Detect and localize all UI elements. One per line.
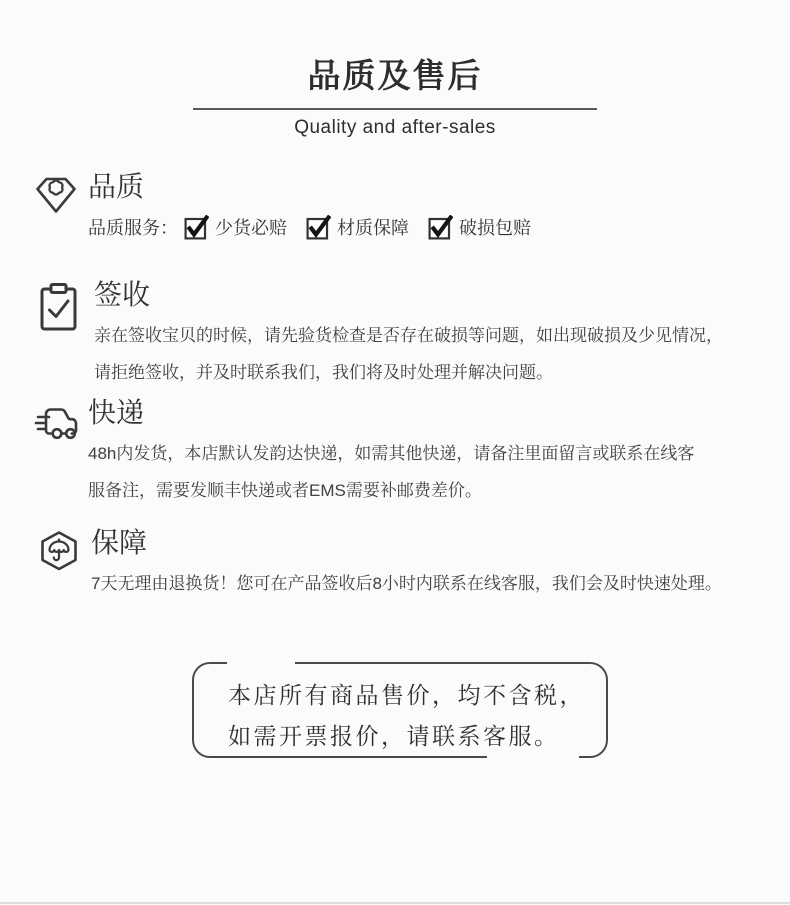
section-heading-express: 快递 bbox=[88, 397, 145, 428]
notice-border-gap-bottom bbox=[487, 753, 579, 759]
title-divider bbox=[193, 108, 597, 110]
checked-checkbox-icon bbox=[428, 215, 453, 240]
section-express bbox=[33, 396, 728, 509]
notice-border-gap-top bbox=[227, 661, 295, 667]
clipboard-check-icon bbox=[33, 278, 94, 391]
tax-notice-box bbox=[192, 662, 608, 758]
section-sign bbox=[33, 278, 734, 391]
diamond-icon bbox=[33, 170, 88, 240]
checkbox-label: 破损包赔 bbox=[459, 218, 531, 238]
page-subtitle: Quality and after-sales bbox=[294, 117, 496, 138]
express-body-line: 48h内发货，本店默认发韵达快递，如需其他快递，请备注里面留言或联系在线客 bbox=[88, 444, 695, 463]
tax-notice-line: 本店所有商品售价，均不含税， bbox=[228, 682, 585, 708]
checked-checkbox-icon bbox=[306, 215, 331, 240]
umbrella-shield-icon bbox=[33, 526, 91, 602]
checkbox-item bbox=[184, 214, 287, 240]
guarantee-body-line: 7天无理由退换货！您可在产品签收后8小时内联系在线客服，我们会及时快速处理。 bbox=[91, 574, 722, 593]
section-guarantee bbox=[33, 526, 731, 602]
page-bottom-divider bbox=[0, 902, 790, 904]
page-header bbox=[0, 50, 790, 139]
page-title: 品质及售后 bbox=[307, 57, 483, 94]
section-heading-quality: 品质 bbox=[88, 171, 145, 202]
checkbox-label: 材质保障 bbox=[337, 218, 409, 238]
checkbox-item bbox=[306, 214, 409, 240]
section-heading-sign: 签收 bbox=[94, 279, 151, 310]
tax-notice-text bbox=[194, 664, 606, 757]
delivery-truck-icon bbox=[33, 396, 88, 509]
express-body-line: 服备注，需要发顺丰快递或者EMS需要补邮费差价。 bbox=[88, 481, 482, 500]
section-heading-guarantee: 保障 bbox=[91, 527, 148, 558]
checkbox-label: 少货必赔 bbox=[215, 218, 287, 238]
sign-body-line: 亲在签收宝贝的时候，请先验货检查是否存在破损等问题，如出现破损及少见情况， bbox=[94, 326, 723, 345]
quality-service-row bbox=[88, 214, 728, 240]
guarantee-body bbox=[91, 565, 731, 602]
express-body bbox=[88, 435, 728, 509]
checked-checkbox-icon bbox=[184, 215, 209, 240]
tax-notice-line: 如需开票报价，请联系客服。 bbox=[228, 723, 560, 749]
quality-service-label: 品质服务： bbox=[88, 218, 178, 238]
section-quality bbox=[33, 170, 728, 240]
sign-body bbox=[94, 317, 734, 391]
checkbox-item bbox=[428, 214, 531, 240]
sign-body-line: 请拒绝签收，并及时联系我们，我们将及时处理并解决问题。 bbox=[94, 363, 553, 382]
